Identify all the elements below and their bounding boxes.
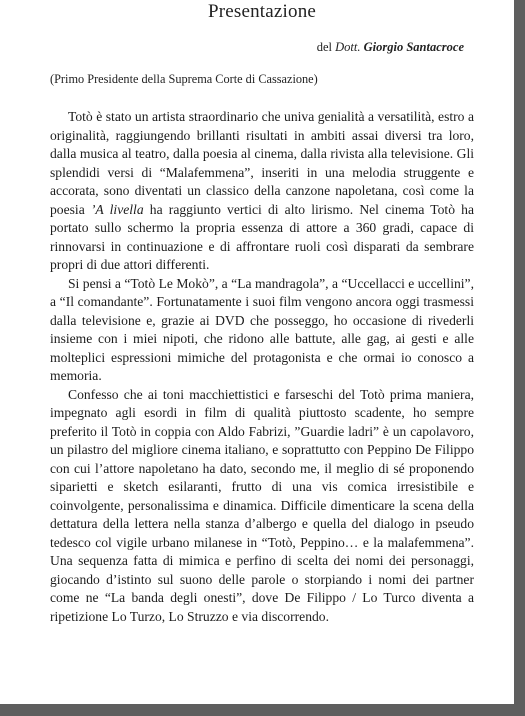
paragraph-text: Si pensi a “Totò Le Mokò”, a “La mandragola”, a “Uccellacci e uccellini”, a “Il comandante”. Fortunatamente i suoi film vengono ancora oggi trasmessi dalla televisione e, grazie ai DVD che posseggo, ho occasione di rivederli insieme con i miei nipoti, che ridono alle battute, alle gag, ai gesti e alle molteplici espressioni mimiche del protagonista e che ormai io conosco a memoria. (50, 275, 474, 383)
viewer-background (0, 704, 525, 716)
poem-title: ’A livella (90, 201, 144, 217)
viewer-scrollbar[interactable] (514, 0, 525, 716)
paragraph (50, 275, 474, 386)
byline-author: Giorgio Santacroce (363, 40, 464, 54)
paragraph-text: Totò è stato un artista straordinario che univa genialità a versatilità, estro a originalità, raggiungendo brillanti risultati in ambiti assai diversi tra loro, dalla musica al teatro, dalla poesia al cinema, dalla rivista alla televisione. Gli splendidi versi di “Malafemmena”, inseriti in una melodia struggente e accorata, sono diventati un classico della canzone napoletana, così come la poesia (50, 109, 474, 217)
author-byline (317, 40, 464, 55)
paragraph (50, 108, 474, 275)
paragraph-text: Confesso che ai toni macchiettistici e farseschi del Totò prima maniera, impegnato agli esordi in film di qualità piuttosto scadente, ho sempre preferito il Totò in coppia con Aldo Fabrizi, ”Guardie ladri” è un capolavoro, un pilastro del migliore cinema italiano, e soprattutto con Peppino De Filippo con cui l’attore napoletano ha dato, secondo me, il meglio di sé proponendo siparietti e sketch esilaranti, frutto di una vis comica irresistibile e coinvolgente, personalissima e dinamica. Difficile dimenticare la scena della dettatura della lettera nella stanza d’albergo e quella del dialogo in pseudo tedesco col vigile urbano milanese in “Totò, Peppino… e la malafemmena”. Una sequenza fatta di mimica e perfino di scelta dei nomi dei personaggi, giocando d’istinto sul suono delle parole o storpiando i nomi dei partner come ne “La banda degli onesti”, dove De Filippo / Lo Turco diventa a ripetizione Lo Turzo, Lo Struzzo e via discorrendo. (50, 386, 474, 624)
byline-prefix: del (316, 40, 333, 54)
page-title: Presentazione (207, 1, 317, 22)
paragraph-text: ha raggiunto vertici di alto lirismo. Nel cinema Totò ha portato sullo schermo la propria essenza di attore a 360 gradi, capace di rinnovarsi in continuazione e di affrontare ruoli così disparati da sembrare propri di due attori differenti. (50, 201, 474, 272)
author-role: (Primo Presidente della Suprema Corte di Cassazione) (50, 72, 318, 86)
byline-honorific: Dott. (335, 40, 361, 54)
body-text (50, 108, 474, 626)
paragraph (50, 386, 474, 627)
